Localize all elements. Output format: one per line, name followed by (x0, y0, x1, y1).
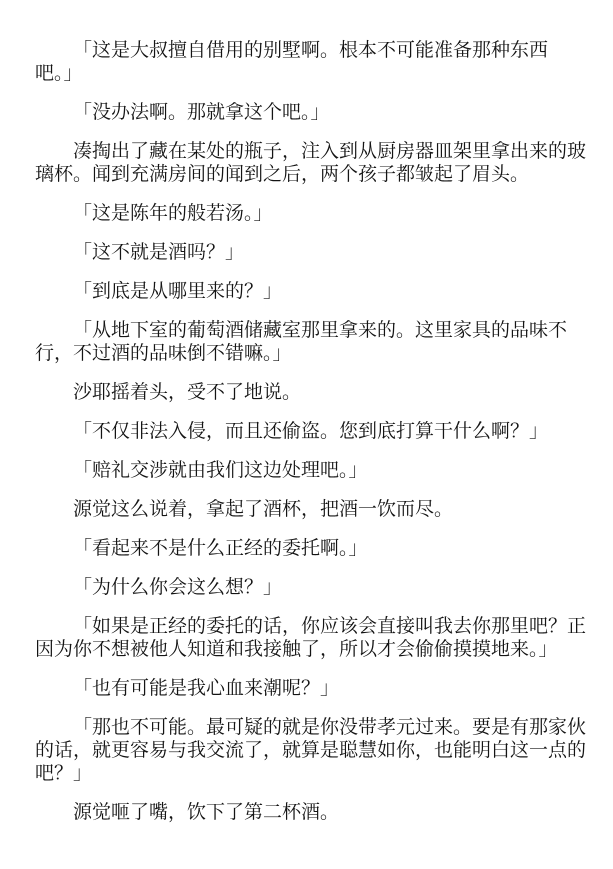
novel-paragraph-12: 「看起来不是什么正经的委托啊。」 (73, 538, 368, 559)
novel-paragraph-3: 凑掏出了藏在某处的瓶子，注入到从厨房器皿架里拿出来的玻 璃杯。闻到充满房间的闻到之后，两个孩子都皱起了眉头。 (35, 141, 587, 185)
novel-paragraph-17: 源觉咂了嘴，饮下了第二杯酒。 (73, 802, 340, 823)
novel-paragraph-1: 「这是大叔擅自借用的别墅啊。根本不可能准备那种东西 吧。」 (35, 40, 549, 84)
novel-paragraph-2: 「没办法啊。那就拿这个吧。」 (73, 102, 330, 123)
novel-paragraph-9: 「不仅非法入侵，而且还偷盗。您到底打算干什么啊？」 (73, 421, 549, 442)
novel-paragraph-13: 「为什么你会这么想？」 (73, 577, 283, 598)
novel-paragraph-14: 「如果是正经的委托的话，你应该会直接叫我去你那里吧？正 因为你不想被他人知道和我接触了，所以才会偷偷摸摸地来。」 (35, 616, 587, 660)
novel-paragraph-4: 「这是陈年的般若汤。」 (73, 203, 273, 224)
novel-paragraph-10: 「赔礼交涉就由我们这边处理吧。」 (73, 460, 368, 481)
novel-paragraph-6: 「到底是从哪里来的？」 (73, 281, 283, 302)
novel-paragraph-7: 「从地下室的葡萄酒储藏室那里拿来的。这里家具的品味不 行，不过酒的品味倒不错嘛。」 (35, 320, 568, 364)
novel-paragraph-15: 「也有可能是我心血来潮呢？」 (73, 678, 340, 699)
novel-paragraph-8: 沙耶摇着头，受不了地说。 (73, 382, 302, 403)
novel-paragraph-11: 源觉这么说着，拿起了酒杯，把酒一饮而尽。 (73, 499, 454, 520)
novel-paragraph-5: 「这不就是酒吗？」 (73, 242, 245, 263)
novel-paragraph-16: 「那也不可能。最可疑的就是你没带孝元过来。要是有那家伙 的话，就更容易与我交流了，就算是聪慧如你，也能明白这一点的 吧？」 (35, 717, 587, 784)
